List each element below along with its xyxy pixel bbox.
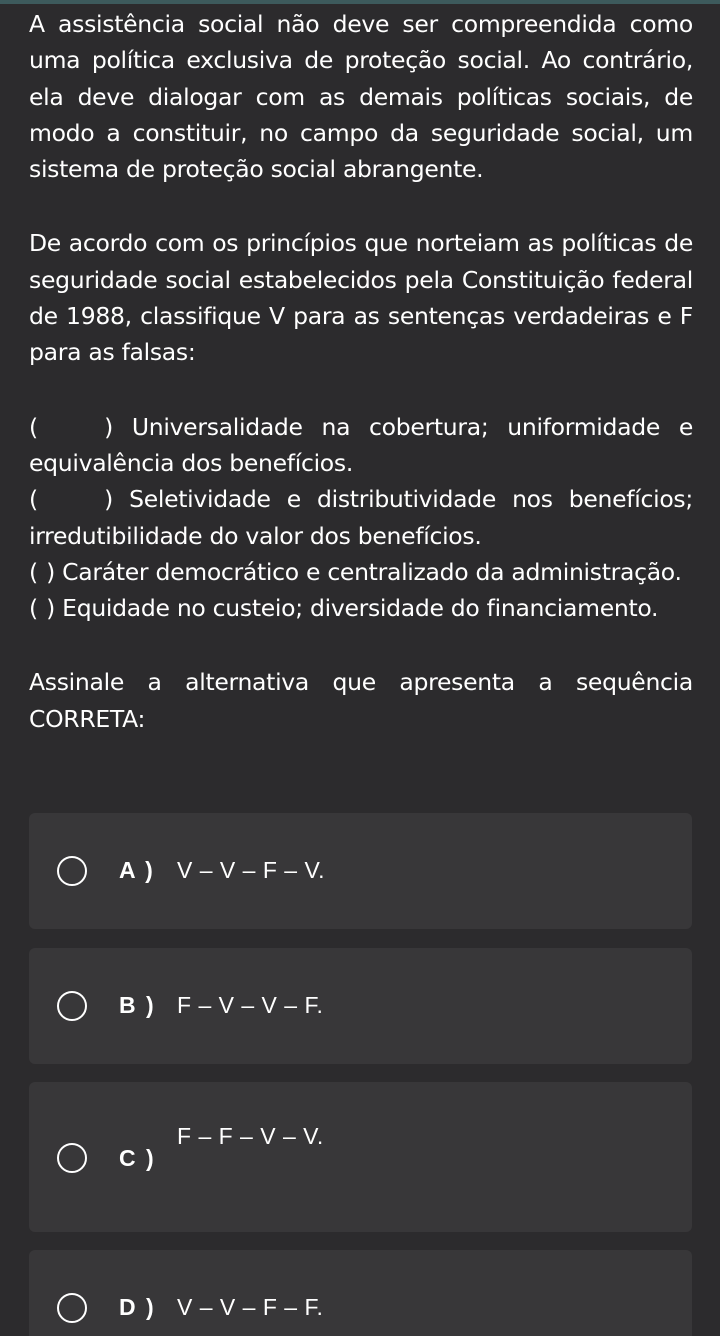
option-letter: C )	[119, 1145, 156, 1171]
statement-item	[29, 409, 693, 482]
question-body	[29, 6, 693, 737]
option-text: F – V – V – F.	[177, 992, 324, 1018]
question-paragraph-prompt: Assinale a alternativa que apresenta a sequência CORRETA:	[29, 668, 693, 733]
question-paragraph-intro: A assistência social não deve ser compreendida como uma política exclusiva de proteção social. Ao contrário, ela deve dialogar com as demais políticas sociais, de modo a constituir, no campo da seguridade social, um sistema de proteção social abrangente.	[29, 10, 693, 184]
answer-blank: ( )	[29, 485, 113, 514]
statement-item	[29, 554, 693, 590]
radio-button-icon[interactable]	[57, 856, 87, 886]
question-paragraph-instruction: De acordo com os princípios que norteiam as políticas de seguridade social estabelecidos pela Constituição federal de 1988, classifique V para as sentenças verdadeiras e F para as falsas:	[29, 229, 693, 367]
statement-text: Equidade no custeio; diversidade do financiamento.	[62, 594, 659, 623]
statement-text: Caráter democrático e centralizado da administração.	[62, 557, 682, 586]
answer-blank: ( )	[29, 594, 55, 623]
option-text: V – V – F – F.	[177, 1294, 324, 1320]
option-letter: D )	[119, 1294, 156, 1320]
option-letter: B )	[119, 992, 156, 1018]
statement-item	[29, 481, 693, 554]
option-text: F – F – V – V.	[177, 1123, 324, 1149]
radio-button-icon[interactable]	[57, 1293, 87, 1323]
answer-blank: ( )	[29, 557, 55, 586]
answer-blank: ( )	[29, 412, 113, 441]
option-b[interactable]	[29, 948, 692, 1064]
option-d[interactable]	[29, 1250, 692, 1336]
radio-button-icon[interactable]	[57, 1143, 87, 1173]
option-c[interactable]	[29, 1082, 692, 1232]
option-a[interactable]	[29, 813, 692, 929]
statement-text: Seletividade e distributividade nos benefícios; irredutibilidade do valor dos benefícios.	[29, 485, 693, 550]
option-text: V – V – F – V.	[177, 857, 326, 883]
top-accent-bar	[0, 0, 720, 4]
radio-button-icon[interactable]	[57, 991, 87, 1021]
statement-item	[29, 590, 693, 626]
statement-text: Universalidade na cobertura; uniformidade e equivalência dos benefícios.	[29, 412, 694, 477]
option-letter: A )	[119, 857, 155, 883]
